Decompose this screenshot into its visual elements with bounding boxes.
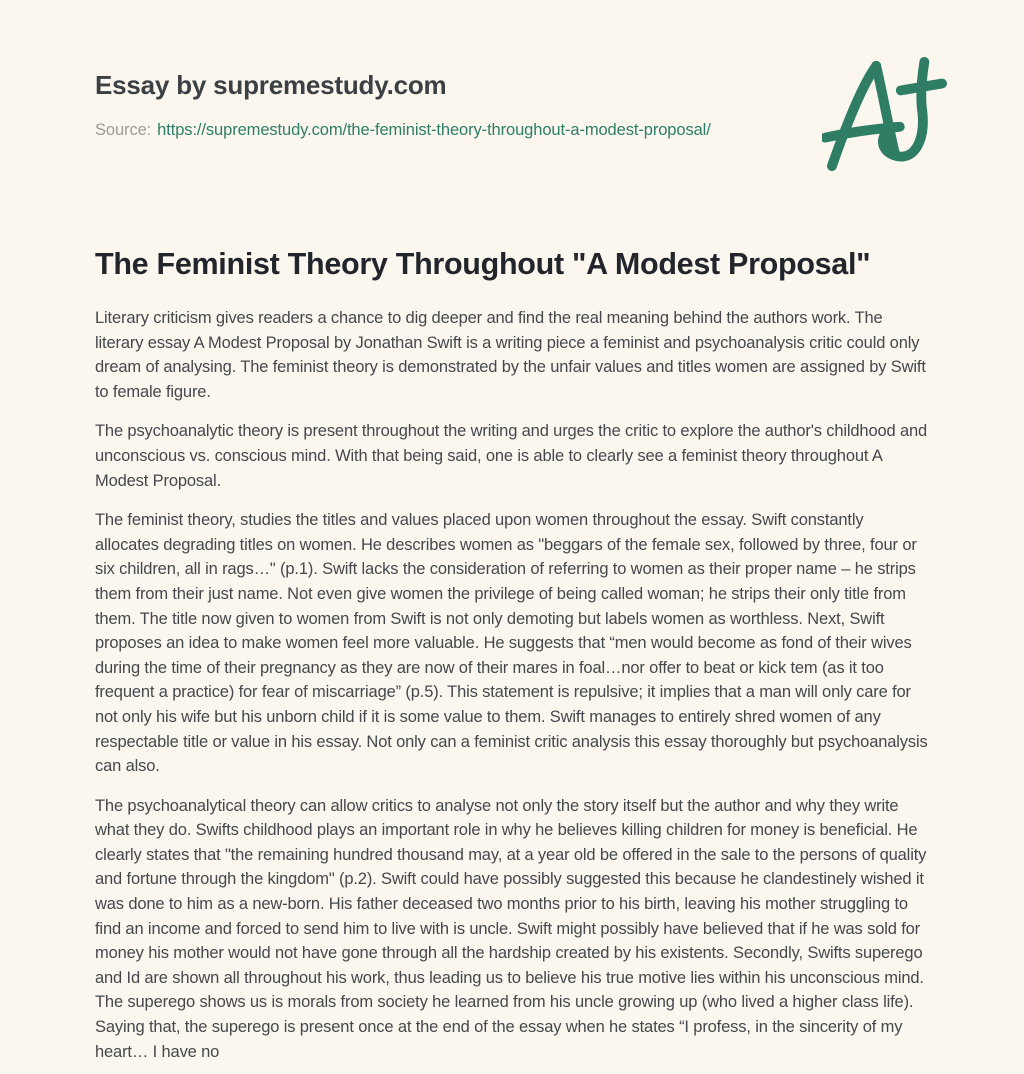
- source-link[interactable]: https://supremestudy.com/the-feminist-theory-throughout-a-modest-proposal/: [157, 121, 711, 139]
- a-plus-logo-glyph: [822, 56, 950, 174]
- source-line: [95, 121, 929, 140]
- essay-body: [95, 306, 929, 1064]
- source-label: Source:: [95, 121, 152, 139]
- essay-paragraph-2: The psychoanalytic theory is present throughout the writing and urges the critic to explore the author's childhood and unconscious vs. conscious mind. With that being said, one is able to clearly see a feminist theory throughout A Modest Proposal.: [95, 422, 928, 490]
- essay-by-heading: Essay by supremestudy.com: [95, 70, 447, 100]
- essay-paragraph-4: The psychoanalytical theory can allow critics to analyse not only the story itself but the author and why they write what they do. Swifts childhood plays an important role in why he believes killing children for money is beneficial. He clearly states that "the remaining hundred thousand may, at a year old be offered in the sale to the persons of quality and fortune through the kingdom" (p.2). Swift could have possibly suggested this because he clandestinely wished it was done to him as a new-born. His father deceased two months prior to his birth, leaving his mother struggling to find an income and forced to send him to live with is uncle. Swift might possibly have believed that if he was sold for money his mother would not have gone through all the hardship created by his existents. Secondly, Swifts superego and Id are shown all throughout his work, thus leading us to believe his true motive lies within his unconscious mind. The superego shows us is morals from society he learned from his uncle growing up (who lived a higher class life). Saying that, the superego is present once at the end of the essay when he states “I profess, in the sincerity of my heart… I have no: [95, 796, 927, 1061]
- a-plus-logo: [822, 56, 950, 174]
- essay-title: The Feminist Theory Throughout "A Modest Proposal": [95, 247, 871, 281]
- essay-paragraph-3: The feminist theory, studies the titles and values placed upon women throughout the essay. Swift constantly allocates degrading titles on women. He describes women as "beggars of the female sex, followed by three, four or six children, all in rags…" (p.1). Swift lacks the consideration of referring to women as their proper name – he strips them from their just name. Not even give women the privilege of being called woman; he strips their only title from them. The title now given to women from Swift is not only demoting but labels women as worthless. Next, Swift proposes an idea to make women feel more valuable. He suggests that “men would become as fond of their wives during the time of their pregnancy as they are now of their mares in foal…nor offer to beat or kick tem (as it too frequent a practice) for fear of miscarriage” (p.5). This statement is repulsive; it implies that a man will only care for not only his wife but his unborn child if it is some value to them. Swift manages to entirely shred women of any respectable title or value in his essay. Not only can a feminist critic analysis this essay thoroughly but psychoanalysis can also.: [95, 511, 928, 776]
- essay-paragraph-1: Literary criticism gives readers a chance to dig deeper and find the real meaning behind the authors work. The literary essay A Modest Proposal by Jonathan Swift is a writing piece a feminist and psychoanalysis critic could only dream of analysing. The feminist theory is demonstrated by the unfair values and titles women are assigned by Swift to female figure.: [95, 309, 926, 401]
